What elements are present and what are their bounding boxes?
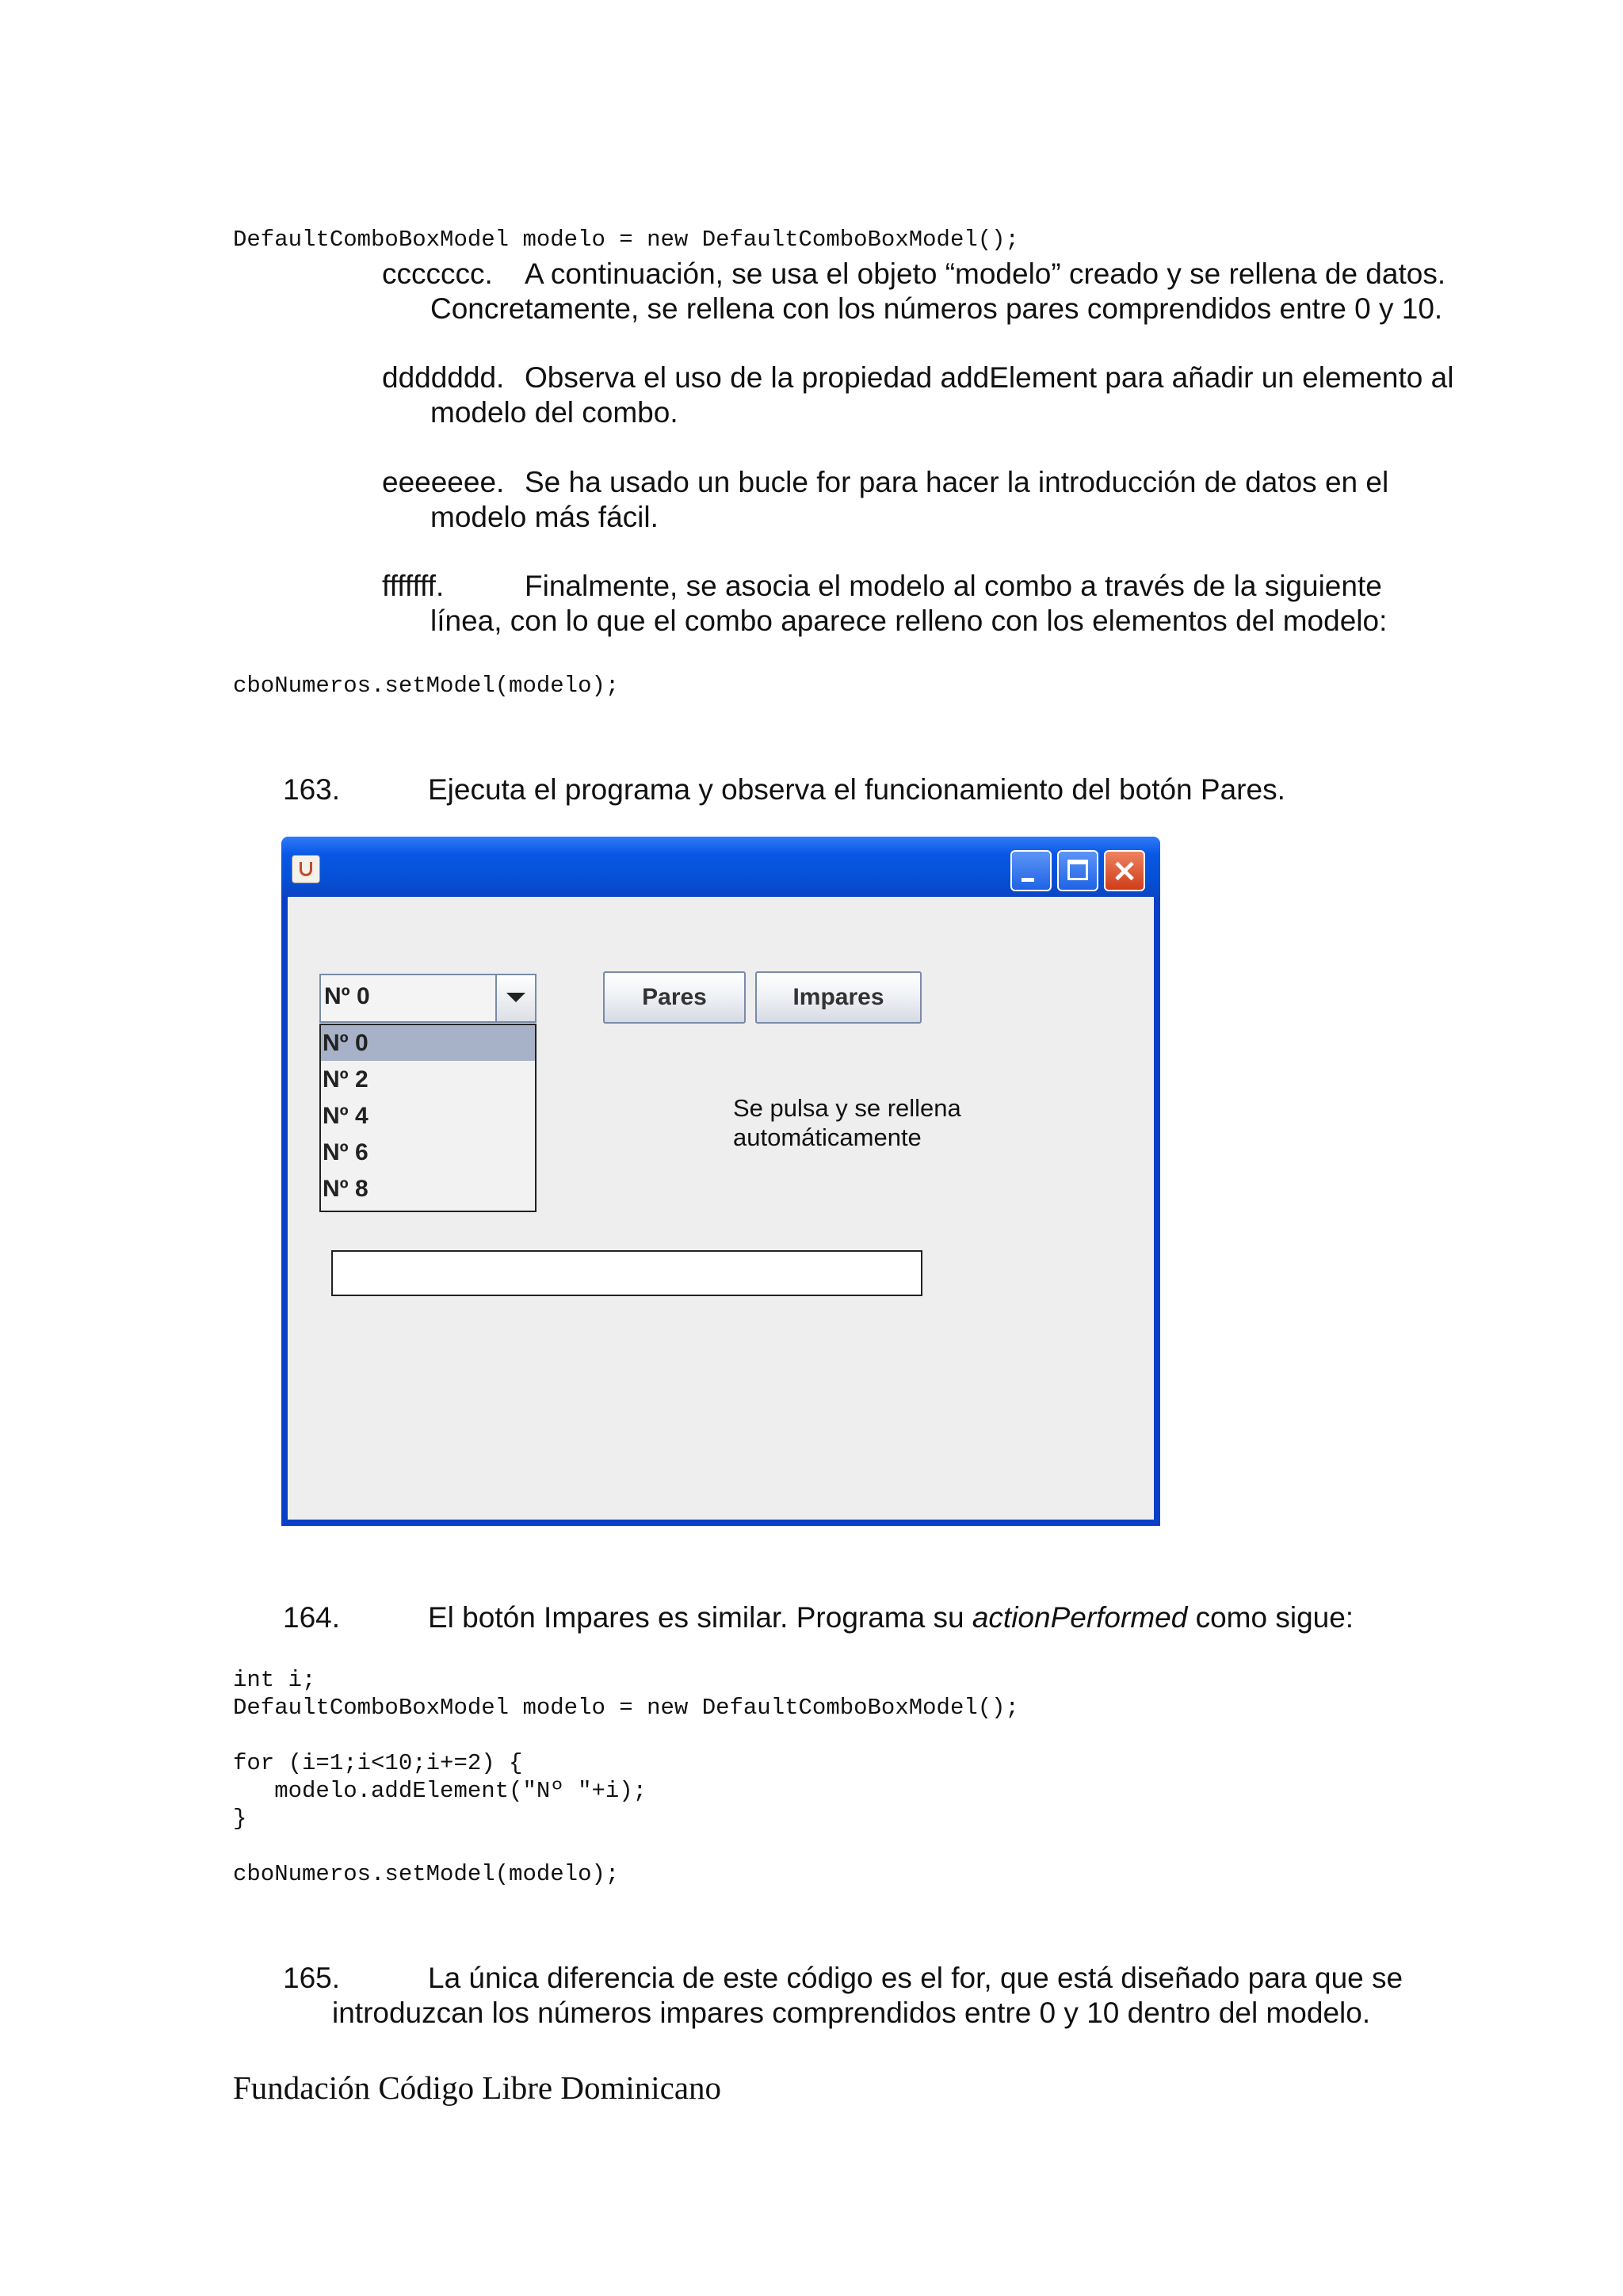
impares-button[interactable]: Impares — [755, 971, 922, 1024]
step-text-part: El botón Impares es similar. Programa su — [428, 1601, 972, 1634]
code-line-model: DefaultComboBoxModel modelo = new DefaultComboBoxModel(); — [233, 227, 1019, 253]
minimize-button[interactable] — [1010, 850, 1052, 891]
step-text-part: como sigue: — [1187, 1601, 1354, 1634]
list-item-text: modelo más fácil. — [430, 501, 659, 533]
list-item-label: ddddddd. — [382, 361, 505, 394]
list-item-label: ccccccc. — [382, 257, 493, 290]
chevron-down-icon[interactable] — [495, 975, 535, 1021]
window-content — [288, 897, 1154, 1520]
annotation-note — [733, 1093, 961, 1152]
close-button[interactable] — [1104, 850, 1145, 891]
list-item-text: Concretamente, se rellena con los números pares comprendidos entre 0 y 10. — [430, 292, 1443, 325]
pares-button[interactable]: Pares — [603, 971, 746, 1024]
list-item-text: línea, con lo que el combo aparece relleno con los elementos del modelo: — [430, 605, 1388, 637]
annotation-line: Se pulsa y se rellena — [733, 1094, 961, 1122]
minimize-icon — [1022, 878, 1034, 882]
combobox-option[interactable]: Nº 0 — [321, 1025, 535, 1061]
step-number: 164. — [283, 1601, 341, 1634]
step-number: 165. — [283, 1962, 341, 1994]
text-field[interactable] — [331, 1250, 922, 1296]
java-app-icon — [292, 855, 320, 883]
code-block: int i; DefaultComboBoxModel modelo = new DefaultComboBoxModel(); for (i=1;i<10;i+=2) { modelo.addElement("Nº "+i); } cboNumeros.setModel(modelo); — [233, 1667, 1019, 1887]
list-item-text: Se ha usado un bucle for para hacer la introducción de datos en el — [525, 466, 1389, 498]
list-item-text: Finalmente, se asocia el modelo al combo a través de la siguiente — [525, 570, 1382, 602]
step-text: La única diferencia de este código es el for, que está diseñado para que se — [428, 1962, 1403, 1994]
numbers-combobox[interactable] — [319, 974, 537, 1023]
list-item-text: modelo del combo. — [430, 396, 678, 429]
page-footer: Fundación Código Libre Dominicano — [233, 2069, 722, 2106]
combobox-option[interactable]: Nº 6 — [323, 1139, 369, 1165]
maximize-button[interactable] — [1057, 850, 1098, 891]
combobox-option[interactable]: Nº 8 — [323, 1176, 369, 1202]
combobox-dropdown-list — [319, 1024, 537, 1212]
list-item-text: Observa el uso de la propiedad addElement para añadir un elemento al — [525, 361, 1454, 394]
window-titlebar[interactable] — [281, 837, 1160, 897]
combobox-value: Nº 0 — [324, 983, 370, 1009]
step-text: Ejecuta el programa y observa el funcionamiento del botón Pares. — [428, 773, 1285, 806]
maximize-icon — [1067, 860, 1088, 880]
java-window — [281, 837, 1160, 1526]
code-line-setmodel: cboNumeros.setModel(modelo); — [233, 673, 620, 699]
step-number: 163. — [283, 773, 341, 806]
list-item-label: fffffff. — [382, 570, 445, 602]
list-item-label: eeeeeee. — [382, 466, 505, 498]
step-text: introduzcan los números impares comprendidos entre 0 y 10 dentro del modelo. — [332, 1997, 1371, 2029]
step-text — [428, 1600, 1354, 1635]
combobox-option[interactable]: Nº 4 — [323, 1103, 369, 1129]
close-icon: × — [1111, 852, 1138, 889]
list-item — [382, 257, 493, 292]
list-item-text: A continuación, se usa el objeto “modelo” creado y se rellena de datos. — [525, 257, 1446, 290]
combobox-option[interactable]: Nº 2 — [323, 1066, 369, 1093]
annotation-line: automáticamente — [733, 1123, 922, 1151]
step-text-italic: actionPerformed — [972, 1601, 1188, 1634]
